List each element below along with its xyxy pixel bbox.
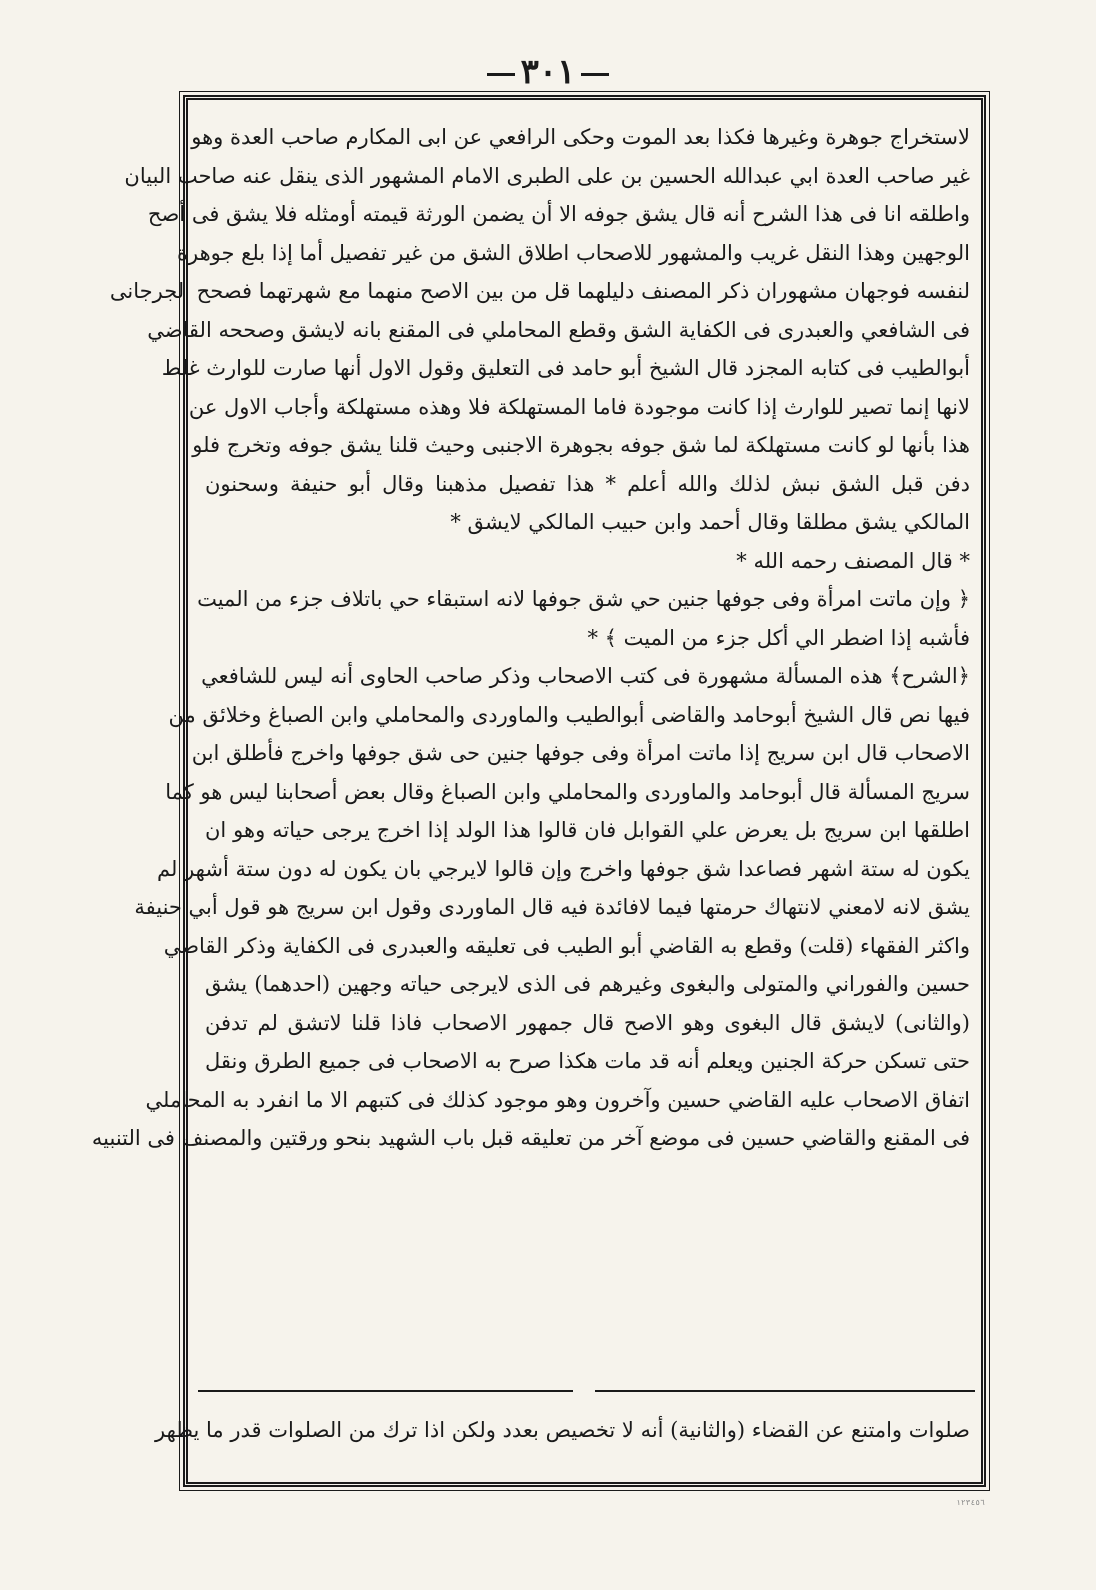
text-line: يشق لانه لامعني لانتهاك حرمتها فيما لافائدة فيه قال الماوردى وقول ابن سريج هو قول أبي حنيفة: [134, 895, 970, 919]
scan-mark: ١٢٣٤٥٦: [956, 1498, 985, 1507]
footnote-text: صلوات وامتنع عن القضاء (والثانية) أنه لا تخصيص بعدد ولكن اذا ترك من الصلوات قدر ما يظهر: [154, 1418, 970, 1442]
text-line: اطلقها ابن سريج بل يعرض علي القوابل فان قالوا هذا الولد إذا اخرج يرجى حياته وهو ان: [205, 818, 970, 842]
text-line: حتى تسكن حركة الجنين ويعلم أنه قد مات هكذا صرح به الاصحاب فى جميع الطرق ونقل: [205, 1049, 970, 1073]
text-line: لنفسه فوجهان مشهوران ذكر المصنف دليلهما قل من بين الاصح منهما مع شهرتهما فصحح الجرجانى: [109, 279, 970, 303]
text-line: لاستخراج جوهرة وغيرها فكذا بعد الموت وحكى الرافعي عن ابى المكارم صاحب العدة وهو: [191, 125, 970, 149]
text-line: فأشبه إذا اضطر الي أكل جزء من الميت ﴾ *: [587, 625, 970, 650]
text-line: سريج المسألة قال أبوحامد والماوردى والمحاملي وابن الصباغ وقال بعض أصحابنا ليس هو كما: [165, 779, 970, 804]
footnote-divider-right: [595, 1390, 975, 1392]
text-line: واطلقه انا فى هذا الشرح أنه قال يشق جوفه الا أن يضمن الورثة قيمته أومثله فلا يشق فى أصح: [147, 202, 970, 226]
text-line: المالكي يشق مطلقا وقال أحمد وابن حبيب المالكي لايشق *: [450, 510, 970, 534]
text-line: هذا بأنها لو كانت مستهلكة لما شق جوفه بجوهرة الاجنبى وحيث قلنا يشق جوفه وتخرج فلو: [192, 433, 970, 457]
page-number-left-dash: [487, 73, 515, 76]
text-line: ﴿الشرح﴾ هذه المسألة مشهورة فى كتب الاصحاب وذكر صاحب الحاوى أنه ليس للشافعي: [201, 664, 970, 688]
text-line: لانها إنما تصير للوارث إذا كانت موجودة فاما المستهلكة فلا وهذه مستهلكة وأجاب الاول عن: [188, 394, 970, 419]
text-line: دفن قبل الشق نبش لذلك والله أعلم * هذا تفصيل مذهبنا وقال أبو حنيفة وسحنون: [205, 471, 970, 496]
text-line: * قال المصنف رحمه الله *: [736, 548, 970, 573]
text-line: فى المقنع والقاضي حسين فى موضع آخر من تعليقه قبل باب الشهيد بنحو ورقتين والمصنف فى التنبيه: [91, 1126, 970, 1150]
page-number-right-dash: [581, 73, 609, 76]
text-line: الاصحاب قال ابن سريج إذا ماتت امرأة وفى جوفها جنين حى شق جوفها واخرج فأطلق ابن: [191, 741, 970, 765]
text-line: ﴿ وإن ماتت امرأة وفى جوفها جنين حي شق جوفها لانه استبقاء حي باتلاف جزء من الميت: [197, 587, 970, 611]
text-line: غير صاحب العدة ابي عبدالله الحسين بن على الطبرى الامام المشهور الذى ينقل عنه صاحب البيان: [124, 163, 970, 188]
text-line: حسين والفوراني والمتولى والبغوى وغيرهم فى الذى لايرجى حياته وجهين (احدهما) يشق: [205, 972, 970, 996]
text-line: فيها نص قال الشيخ أبوحامد والقاضى أبوالطيب والماوردى والمحاملي وابن الصباغ وخلائق من: [168, 702, 970, 727]
main-text-body: [91, 118, 970, 1370]
text-line: يكون له ستة اشهر فصاعدا شق جوفها واخرج وإن قالوا لايرجي بان يكون له دون ستة أشهر لم: [157, 856, 970, 881]
text-line: اتفاق الاصحاب عليه القاضي حسين وآخرون وهو موجود كذلك فى كتبهم الا ما انفرد به المحاملي: [145, 1087, 970, 1112]
page-number-text: ٣٠١: [520, 52, 576, 92]
text-line: (والثانى) لايشق قال البغوى وهو الاصح قال جمهور الاصحاب فاذا قلنا لاتشق لم تدفن: [205, 1010, 970, 1035]
footnote-divider-left: [198, 1390, 573, 1392]
page-number: [0, 52, 1096, 92]
text-line: الوجهين وهذا النقل غريب والمشهور للاصحاب اطلاق الشق من غير تفصيل أما إذا بلع جوهرة: [176, 240, 970, 265]
text-line: أبوالطيب فى كتابه المجزد قال الشيخ أبو حامد فى التعليق وقول الاول أنها صارت للوارث غلط: [161, 356, 970, 380]
text-line: فى الشافعي والعبدرى فى الكفاية الشق وقطع المحاملي فى المقنع بانه لايشق وصححه القاضي: [147, 317, 970, 342]
text-line: واكثر الفقهاء (قلت) وقطع به القاضي أبو الطيب فى تعليقه والعبدرى فى الكفاية وذكر القاضي: [163, 933, 970, 958]
